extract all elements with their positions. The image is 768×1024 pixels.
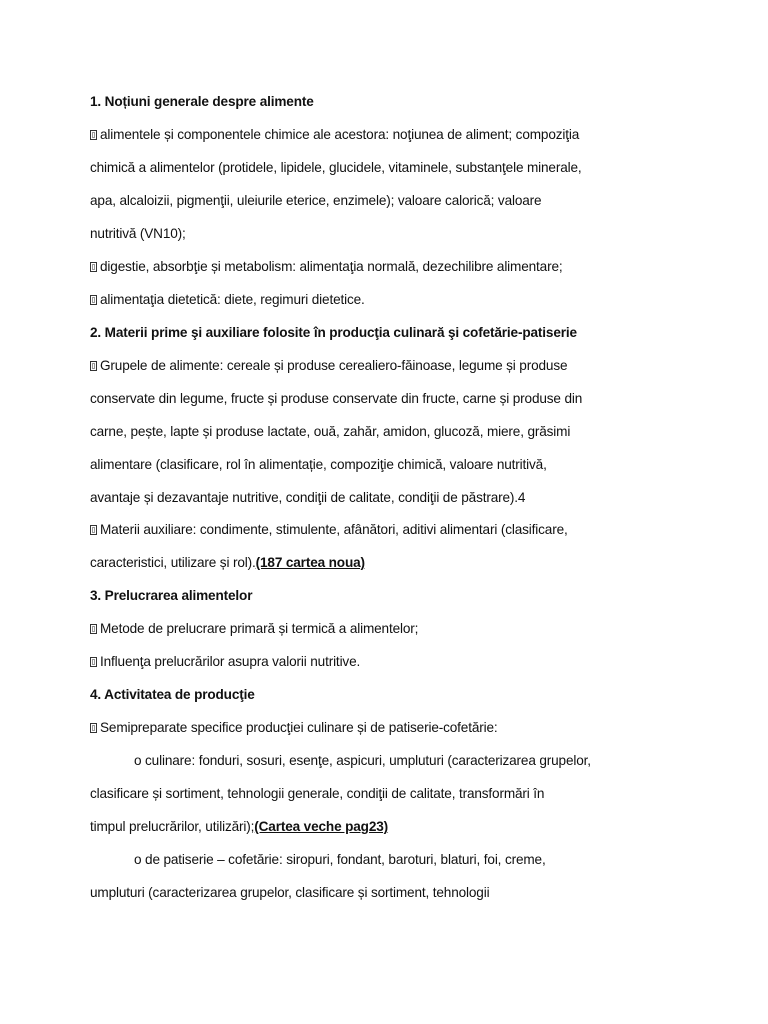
- section-2-bullet-2-line-2: [90, 554, 365, 572]
- text: Influenţa prelucrărilor asupra valorii nutritive.: [100, 654, 361, 669]
- section-3-bullet-1: [90, 620, 418, 638]
- section-2-bullet-1-line-2: conservate din legume, fructe și produse conservate din fructe, carne și produse din: [90, 391, 583, 406]
- text: timpul prelucrărilor, utilizări);: [90, 819, 255, 834]
- reference-note: (187 cartea noua): [255, 555, 365, 570]
- text: digestie, absorbţie și metabolism: alimentaţia normală, dezechilibre alimentare;: [100, 259, 563, 274]
- section-4-bullet-1: [90, 719, 498, 737]
- section-1-bullet-1-line-4: nutritivă (VN10);: [90, 226, 186, 241]
- section-4-sub-2-line-1: o de patiserie – cofetărie: siropuri, fondant, baroturi, blaturi, foi, creme,: [134, 852, 546, 867]
- section-1-bullet-2: [90, 258, 563, 276]
- text: alimentaţia dietetică: diete, regimuri dietetice.: [100, 292, 365, 307]
- section-2-bullet-2-line-1: [90, 521, 568, 539]
- bullet-box-icon: [90, 262, 97, 272]
- section-1-bullet-3: [90, 291, 365, 309]
- text: Materii auxiliare: condimente, stimulente, afânători, aditivi alimentari (clasificare,: [100, 522, 568, 537]
- section-1-heading: 1. Noțiuni generale despre alimente: [90, 94, 314, 109]
- section-1-bullet-1-line-3: apa, alcaloizii, pigmenţii, uleiurile eterice, enzimele); valoare calorică; valoare: [90, 193, 542, 208]
- section-4-sub-2-line-2: umpluturi (caracterizarea grupelor, clasificare și sortiment, tehnologii: [90, 885, 490, 900]
- section-4-heading: 4. Activitatea de producţie: [90, 687, 255, 702]
- section-2-bullet-1-line-4: alimentare (clasificare, rol în alimentație, compoziţie chimică, valoare nutritivă,: [90, 457, 547, 472]
- bullet-box-icon: [90, 657, 97, 667]
- bullet-box-icon: [90, 361, 97, 371]
- bullet-box-icon: [90, 295, 97, 305]
- section-4-sub-1-line-3: [90, 818, 388, 836]
- section-1-bullet-1-line-2: chimică a alimentelor (protidele, lipidele, glucidele, vitaminele, substanţele minerale,: [90, 160, 582, 175]
- bullet-box-icon: [90, 130, 97, 140]
- bullet-box-icon: [90, 624, 97, 634]
- bullet-box-icon: [90, 723, 97, 733]
- text: Grupele de alimente: cereale și produse cerealiero-făinoase, legume și produse: [100, 358, 568, 373]
- section-3-bullet-2: [90, 653, 360, 671]
- text: caracteristici, utilizare și rol).: [90, 555, 256, 570]
- section-3-heading: 3. Prelucrarea alimentelor: [90, 588, 253, 603]
- section-2-bullet-1-line-3: carne, pește, lapte și produse lactate, ouă, zahăr, amidon, glucoză, miere, grăsimi: [90, 424, 571, 439]
- section-2-bullet-1-line-1: [90, 357, 567, 375]
- section-4-sub-1-line-2: clasificare și sortiment, tehnologii generale, condiţii de calitate, transformări în: [90, 786, 545, 801]
- section-2-bullet-1-line-5: avantaje și dezavantaje nutritive, condiţii de calitate, condiţii de păstrare).4: [90, 490, 526, 505]
- text: Semipreparate specifice producţiei culinare și de patiserie-cofetărie:: [100, 720, 498, 735]
- text: alimentele și componentele chimice ale acestora: noţiunea de aliment; compoziţia: [100, 127, 580, 142]
- text: Metode de prelucrare primară și termică a alimentelor;: [100, 621, 419, 636]
- section-4-sub-1-line-1: o culinare: fonduri, sosuri, esenţe, aspicuri, umpluturi (caracterizarea grupelor,: [134, 753, 591, 768]
- section-1-bullet-1-line-1: [90, 126, 579, 144]
- section-2-heading: 2. Materii prime şi auxiliare folosite în producţia culinară şi cofetărie-patiserie: [90, 325, 577, 340]
- bullet-box-icon: [90, 525, 97, 535]
- reference-note: (Cartea veche pag23): [254, 819, 389, 834]
